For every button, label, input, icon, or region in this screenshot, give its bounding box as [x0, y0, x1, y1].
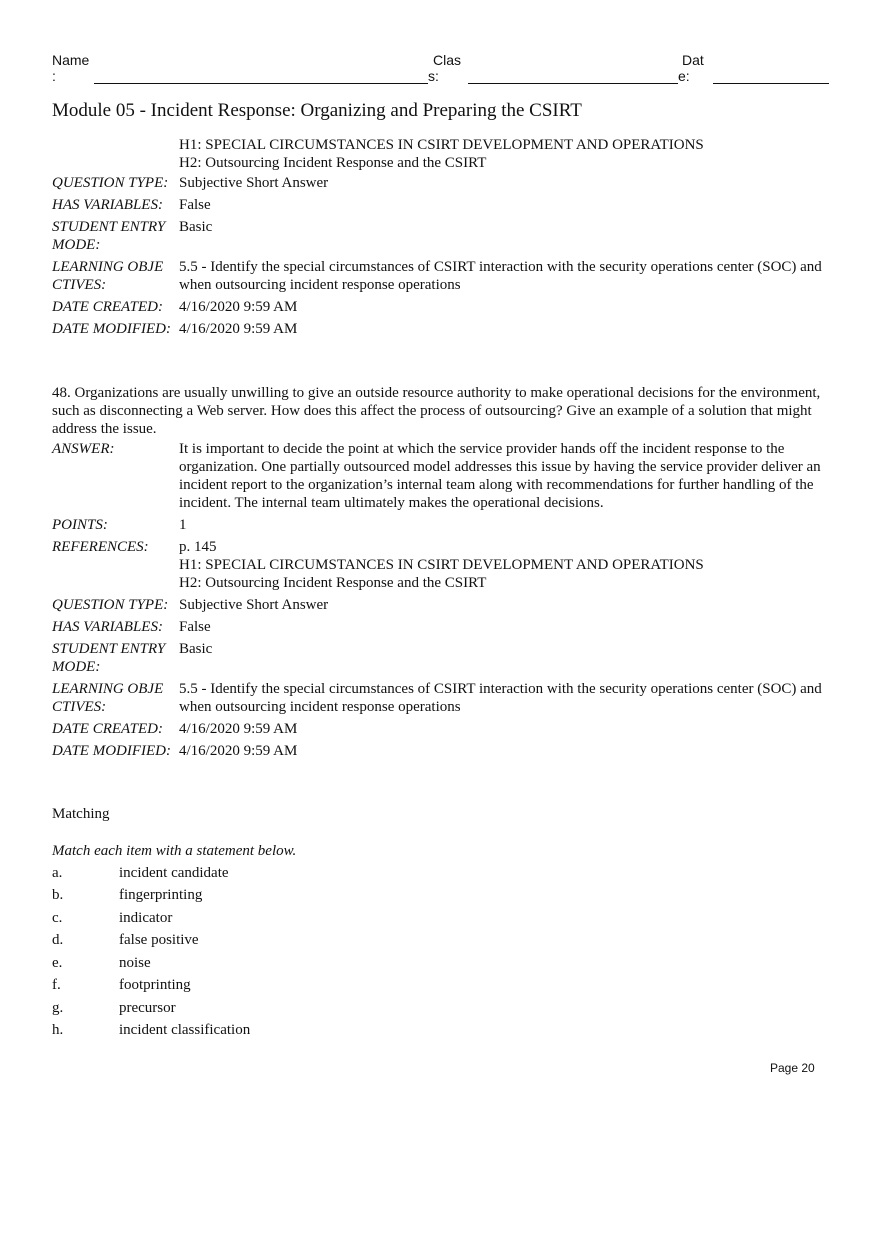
meta-label: DATE CREATED:	[52, 299, 163, 315]
meta-value: 4/16/2020 9:59 AM	[179, 721, 298, 737]
meta-label: QUESTION TYPE:	[52, 597, 169, 613]
date-underline[interactable]	[713, 83, 829, 84]
meta-label: STUDENT ENTRY MODE:	[52, 641, 166, 675]
matching-list	[52, 862, 250, 1042]
meta-label: DATE CREATED:	[52, 721, 163, 737]
meta-value: False	[179, 619, 211, 635]
meta-value: 4/16/2020 9:59 AM	[179, 743, 298, 759]
prev-question-metadata	[52, 136, 828, 338]
meta-value: Subjective Short Answer	[179, 597, 329, 613]
matching-section-title: Matching	[52, 806, 110, 822]
class-underline[interactable]	[468, 83, 678, 84]
meta-value: Subjective Short Answer	[179, 175, 329, 191]
list-item: f. footprinting	[52, 977, 191, 994]
meta-value: 5.5 - Identify the special circumstances of CSIRT interaction with the security operations center (SOC) and when outsourcing incident response operations	[179, 681, 822, 715]
points-label: POINTS:	[52, 517, 108, 533]
meta-value: Basic	[179, 219, 213, 235]
list-item: a. incident candidate	[52, 864, 229, 881]
meta-label: LEARNING OBJE CTIVES:	[52, 681, 164, 715]
question-48-text: 48. Organizations are usually unwilling to give an outside resource authority to make operational decisions for the environment, such as disconnecting a Web server. How does this affect the process of outsourcing? Give an example of a solution that might address the issue.	[52, 385, 821, 437]
name-label: Name :	[52, 52, 90, 84]
class-label: Clas s:	[428, 52, 462, 84]
reference-heading-2: H2: Outsourcing Incident Response and the CSIRT	[179, 155, 487, 171]
references-label: REFERENCES:	[52, 539, 149, 555]
name-underline[interactable]	[94, 83, 428, 84]
meta-value: 4/16/2020 9:59 AM	[179, 299, 298, 315]
answer-text: It is important to decide the point at which the service provider hands off the incident response to the organization. One partially outsourced model addresses this issue by having the service provider deliver an incident report to the organization’s internal team along with recommendations for further handling of the incident. The internal team ultimately makes the operational decisions.	[179, 441, 821, 511]
points-value: 1	[179, 517, 187, 533]
meta-label: HAS VARIABLES:	[52, 619, 163, 635]
list-item: b. fingerprinting	[52, 887, 203, 904]
meta-value: 4/16/2020 9:59 AM	[179, 321, 298, 337]
reference-heading-1: H1: SPECIAL CIRCUMSTANCES IN CSIRT DEVELOPMENT AND OPERATIONS	[179, 137, 704, 153]
meta-label: DATE MODIFIED:	[52, 743, 171, 759]
reference-heading-2: H2: Outsourcing Incident Response and the CSIRT	[179, 575, 487, 591]
meta-value: 5.5 - Identify the special circumstances of CSIRT interaction with the security operations center (SOC) and when outsourcing incident response operations	[179, 259, 822, 293]
list-item: h. incident classification	[52, 1022, 251, 1039]
page-number: Page 20	[770, 1061, 815, 1075]
list-item: d. false positive	[52, 932, 199, 949]
page-title: Module 05 - Incident Response: Organizing and Preparing the CSIRT	[52, 100, 582, 121]
meta-label: HAS VARIABLES:	[52, 197, 163, 213]
list-item: g. precursor	[52, 999, 176, 1016]
meta-label: STUDENT ENTRY MODE:	[52, 219, 166, 253]
list-item: e. noise	[52, 954, 151, 971]
list-item: c. indicator	[52, 909, 173, 926]
reference-heading-1: H1: SPECIAL CIRCUMSTANCES IN CSIRT DEVELOPMENT AND OPERATIONS	[179, 557, 704, 573]
question-48-details	[52, 440, 828, 760]
answer-label: ANSWER:	[52, 441, 115, 457]
meta-label: LEARNING OBJE CTIVES:	[52, 259, 164, 293]
meta-label: DATE MODIFIED:	[52, 321, 171, 337]
meta-value: False	[179, 197, 211, 213]
meta-value: Basic	[179, 641, 213, 657]
matching-instruction: Match each item with a statement below.	[52, 843, 297, 859]
meta-label: QUESTION TYPE:	[52, 175, 169, 191]
date-label: Dat e:	[678, 52, 704, 84]
reference-page: p. 145	[179, 539, 217, 555]
